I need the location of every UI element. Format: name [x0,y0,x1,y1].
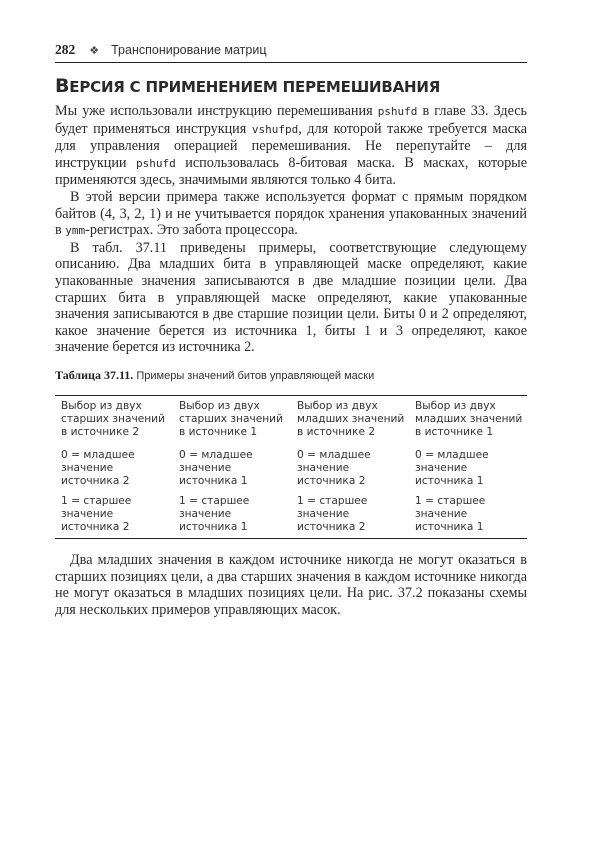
text-run: в главе 33. Здесь будет применяться инструкция [55,103,527,137]
table-cell: 0 = младшее значение источника 2 [297,448,371,487]
table-header-cell: Выбор из двух старших значений в источнике 2 [61,399,165,438]
table-caption-label: Таблица 37.11. [55,367,134,382]
table-cell: 0 = младшее значение источника 1 [179,448,253,487]
text-run: -регистрах. Это забота процессора. [85,222,298,239]
table-header-row [55,395,527,446]
table-header-cell: Выбор из двух старших значений в источнике 1 [179,399,283,438]
text-run: Мы уже использовали инструкцию перемешивания [55,103,378,119]
table-caption [55,368,527,383]
inline-code: ymm [65,224,86,238]
chapter-title: Транспонирование матриц [111,43,267,57]
paragraph-4: Два младших значения в каждом источнике никогда не могут оказаться в старших позициях цели, а два старших значения в каждом источнике никогда не могут оказаться в младших позициях цели. На рис. 37.2 показаны схемы для нескольких примеров управляющих масок. [55,551,527,618]
running-head [55,42,527,63]
table-row [55,446,527,492]
table-row [55,492,527,539]
paragraph-1 [55,103,527,189]
table-caption-text: Примеры значений битов управляющей маски [133,369,375,382]
table-cell: 0 = младшее значение источника 1 [415,448,489,487]
table-header-cell: Выбор из двух младших значений в источнике 2 [297,399,405,438]
inline-code: pshufd [377,105,418,118]
page-number: 282 [55,42,76,57]
inline-code: pshufd [136,156,176,170]
ornament-icon: ❖ [89,45,100,57]
book-page [55,42,527,618]
text-run: В этой версии примера также используется формат с прямым порядком байтов (4, 3, 2, 1) и не учитывается порядок хранения упакованных значений в [55,188,527,239]
table-cell: 1 = старшее значение источника 2 [297,494,368,533]
paragraph-2 [55,189,527,240]
inline-code: vshufpd [251,122,299,136]
table-cell: 1 = старшее значение источника 1 [415,494,486,533]
text-run: , для которой также требуется маска для управления операцией перемешивания. Не перепутайте – для инструкции [55,120,528,171]
table-cell: 0 = младшее значение источника 2 [61,448,135,487]
table-cell: 1 = старшее значение источника 2 [61,494,132,533]
mask-bits-table [55,395,527,539]
section-title [55,75,527,97]
table-cell: 1 = старшее значение источника 1 [179,494,250,533]
section-title-initial: В [55,75,70,97]
text-run: использовалась 8-битовая маска. В масках, которые применяются здесь, значимыми являются только 4 бита. [55,154,527,189]
paragraph-3: В табл. 37.11 приведены примеры, соответствующие следующему описанию. Два младших бита в управляющей маске определяют, какие упакованные значения записываются в две младшие позиции цели. Два старших бита в управляющей маске определяют, какие упакованные значения записываются в две старшие позиции цели. Биты 0 и 2 определяют, какое значение берется из источника 1, биты 1 и 3 определяют, какое значение берется из источника 2. [55,239,527,356]
table-header-cell: Выбор из двух младших значений в источнике 1 [415,399,523,438]
section-title-rest: ЕРСИЯ С ПРИМЕНЕНИЕМ ПЕРЕМЕШИВАНИЯ [69,78,441,96]
